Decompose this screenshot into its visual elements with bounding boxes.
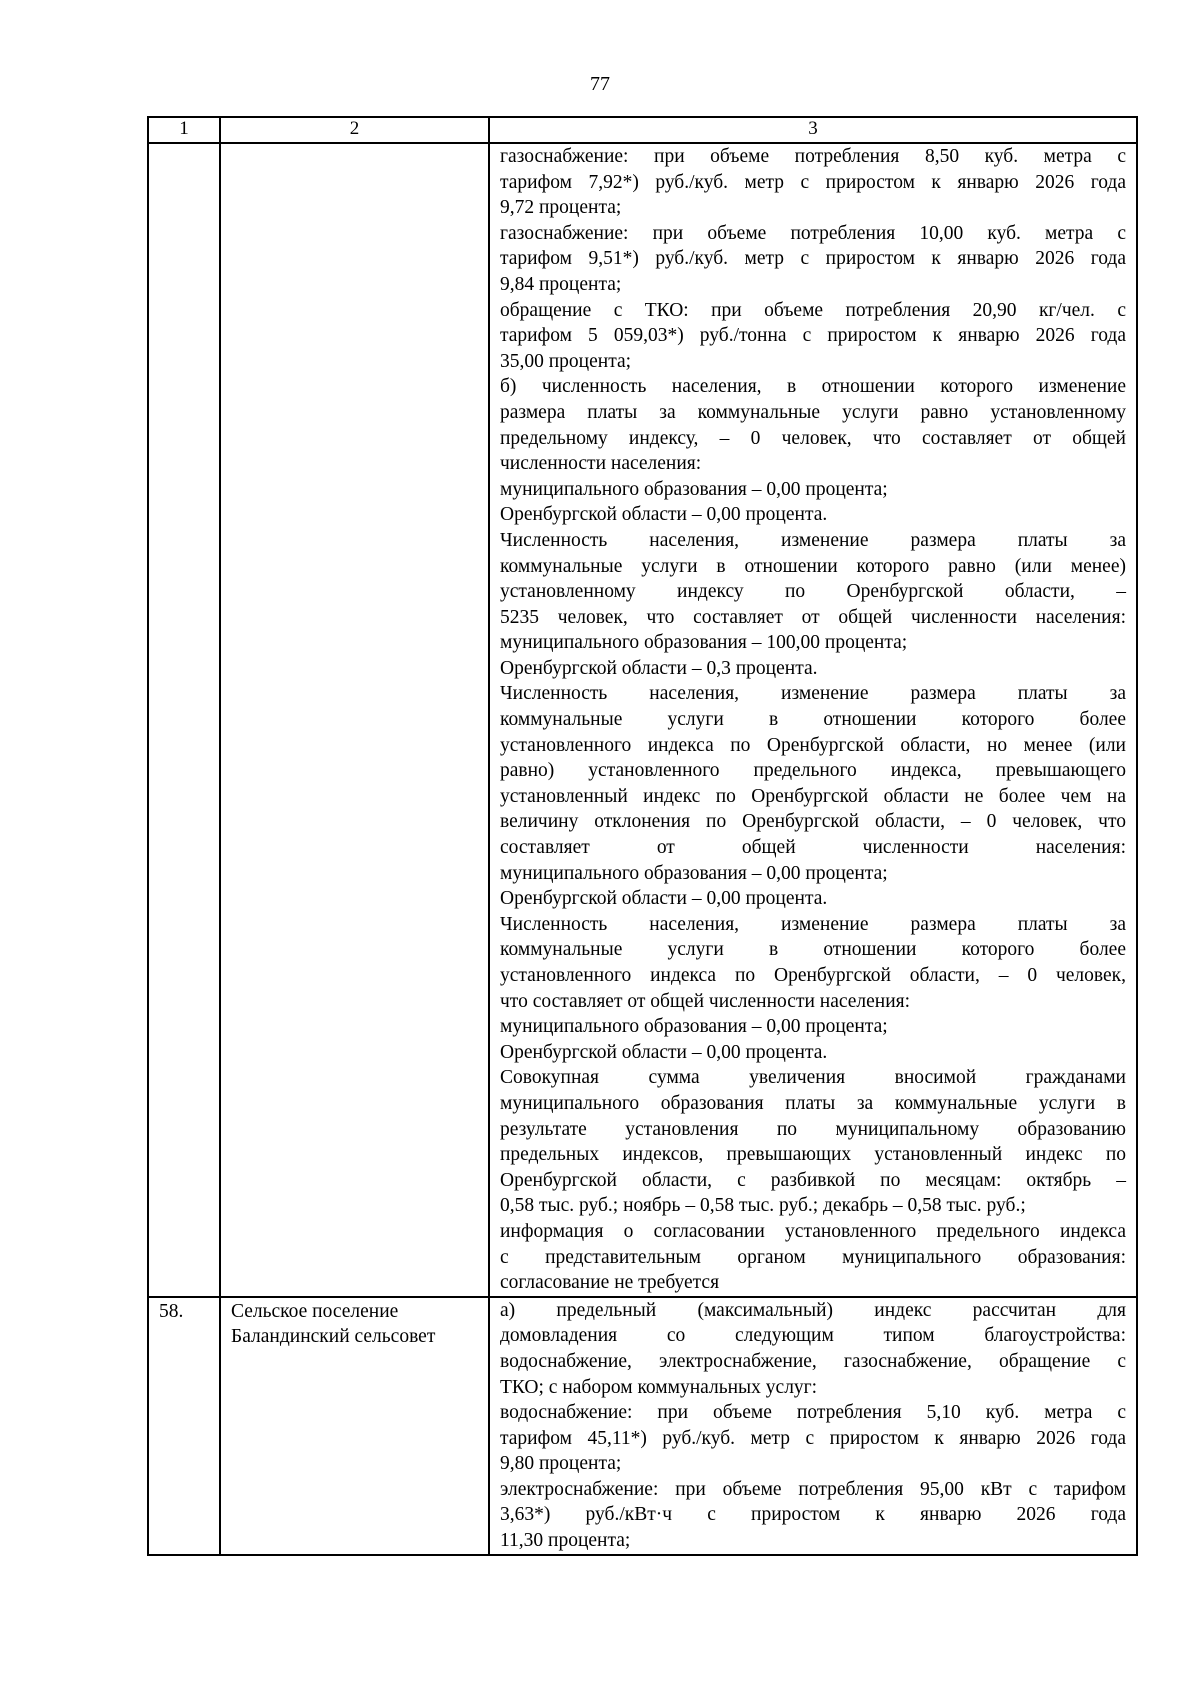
text-line: 9,80 процента; bbox=[500, 1453, 622, 1475]
text-line: Оренбургской области – 0,00 процента. bbox=[500, 504, 828, 526]
text-line: установленного индекса по Оренбургской области, но менее (или bbox=[500, 734, 1126, 756]
description-text bbox=[500, 144, 1126, 1296]
text-line: тарифом 9,51*) руб./куб. метр с приростом к январю 2026 года bbox=[500, 248, 1126, 270]
text-line: установленный индекс по Оренбургской области не более чем на bbox=[500, 785, 1126, 807]
description-text bbox=[500, 1298, 1126, 1554]
text-line: муниципального образования платы за коммунальные услуги в bbox=[500, 1092, 1126, 1114]
text-line: составляет от общей численности населения: bbox=[500, 837, 1126, 859]
text-line: численности населения: bbox=[500, 453, 702, 475]
column-header-2: 2 bbox=[220, 117, 489, 143]
text-line: электроснабжение: при объеме потребления 95,00 кВт с тарифом bbox=[500, 1478, 1126, 1500]
text-line: Оренбургской области – 0,00 процента. bbox=[500, 1041, 828, 1063]
text-line: тарифом 45,11*) руб./куб. метр с приростом к январю 2026 года bbox=[500, 1427, 1126, 1449]
text-line: предельных индексов, превышающих установленный индекс по bbox=[500, 1144, 1126, 1166]
text-line: муниципального образования – 100,00 процента; bbox=[500, 632, 908, 654]
text-line: равно) установленного предельного индекса, превышающего bbox=[500, 760, 1126, 782]
text-line: газоснабжение: при объеме потребления 10,00 куб. метра с bbox=[500, 222, 1126, 244]
row-number-cell: 58. bbox=[148, 1297, 220, 1555]
text-line: Численность населения, изменение размера платы за bbox=[500, 529, 1126, 551]
text-line: Оренбургской области, с разбивкой по месяцам: октябрь – bbox=[500, 1169, 1126, 1191]
settlement-cell bbox=[220, 1297, 489, 1555]
text-line: Численность населения, изменение размера платы за bbox=[500, 913, 1126, 935]
text-line: Оренбургской области – 0,00 процента. bbox=[500, 888, 828, 910]
text-line: ТКО; с набором коммунальных услуг: bbox=[500, 1376, 818, 1398]
text-line: Численность населения, изменение размера платы за bbox=[500, 683, 1126, 705]
text-line: информация о согласовании установленного предельного индекса bbox=[500, 1220, 1126, 1242]
description-cell bbox=[489, 1297, 1137, 1555]
text-line: установленному индексу по Оренбургской области, – bbox=[500, 581, 1126, 603]
text-line: Оренбургской области – 0,3 процента. bbox=[500, 657, 818, 679]
text-line: водоснабжение: при объеме потребления 5,10 куб. метра с bbox=[500, 1402, 1126, 1424]
text-line: муниципального образования – 0,00 процента; bbox=[500, 1016, 888, 1038]
text-line: водоснабжение, электроснабжение, газоснабжение, обращение с bbox=[500, 1350, 1126, 1372]
text-line: 9,84 процента; bbox=[500, 273, 622, 295]
text-line: обращение с ТКО: при объеме потребления 20,90 кг/чел. с bbox=[500, 299, 1126, 321]
text-line: что составляет от общей численности населения: bbox=[500, 990, 911, 1012]
settlement-name-line: Сельское поселение bbox=[231, 1300, 399, 1322]
text-line: муниципального образования – 0,00 процента; bbox=[500, 478, 888, 500]
text-line: предельному индексу, – 0 человек, что составляет от общей bbox=[500, 427, 1126, 449]
text-line: Совокупная сумма увеличения вносимой гражданами bbox=[500, 1067, 1126, 1089]
text-line: а) предельный (максимальный) индекс рассчитан для bbox=[500, 1299, 1126, 1321]
text-line: муниципального образования – 0,00 процента; bbox=[500, 862, 888, 884]
table-row-58 bbox=[148, 1297, 1137, 1555]
text-line: газоснабжение: при объеме потребления 8,50 куб. метра с bbox=[500, 146, 1126, 167]
text-line: 0,58 тыс. руб.; ноябрь – 0,58 тыс. руб.; декабрь – 0,58 тыс. руб.; bbox=[500, 1195, 1026, 1217]
text-line: тарифом 7,92*) руб./куб. метр с приростом к январю 2026 года bbox=[500, 171, 1126, 193]
table-header-row bbox=[148, 117, 1137, 143]
row-number-cell bbox=[148, 143, 220, 1297]
text-line: с представительным органом муниципального образования: bbox=[500, 1246, 1126, 1268]
text-line: величину отклонения по Оренбургской области, – 0 человек, что bbox=[500, 811, 1126, 833]
text-line: 11,30 процента; bbox=[500, 1530, 631, 1552]
column-header-3: 3 bbox=[489, 117, 1137, 143]
text-line: домовладения со следующим типом благоустройства: bbox=[500, 1325, 1126, 1347]
text-line: 9,72 процента; bbox=[500, 197, 622, 219]
data-table bbox=[147, 116, 1138, 1556]
column-header-1: 1 bbox=[148, 117, 220, 143]
text-line: 3,63*) руб./кВт·ч с приростом к январю 2026 года bbox=[500, 1504, 1126, 1526]
text-line: коммунальные услуги в отношении которого более bbox=[500, 939, 1126, 961]
text-line: тарифом 5 059,03*) руб./тонна с приростом к январю 2026 года bbox=[500, 325, 1126, 347]
table-row-continued bbox=[148, 143, 1137, 1297]
text-line: установленного индекса по Оренбургской области, – 0 человек, bbox=[500, 965, 1126, 986]
settlement-cell bbox=[220, 143, 489, 1297]
text-line: 35,00 процента; bbox=[500, 350, 632, 372]
text-line: б) численность населения, в отношении которого изменение bbox=[500, 376, 1126, 398]
text-line: коммунальные услуги в отношении которого более bbox=[500, 709, 1126, 731]
text-line: размера платы за коммунальные услуги равно установленному bbox=[500, 401, 1126, 423]
description-cell bbox=[489, 143, 1137, 1297]
text-line: 5235 человек, что составляет от общей численности населения: bbox=[500, 606, 1126, 628]
page-number: 77 bbox=[590, 73, 610, 95]
text-line: согласование не требуется bbox=[500, 1272, 720, 1294]
text-line: коммунальные услуги в отношении которого равно (или менее) bbox=[500, 555, 1126, 577]
settlement-name-line: Баландинский сельсовет bbox=[231, 1326, 436, 1348]
text-line: результате установления по муниципальному образованию bbox=[500, 1118, 1126, 1140]
